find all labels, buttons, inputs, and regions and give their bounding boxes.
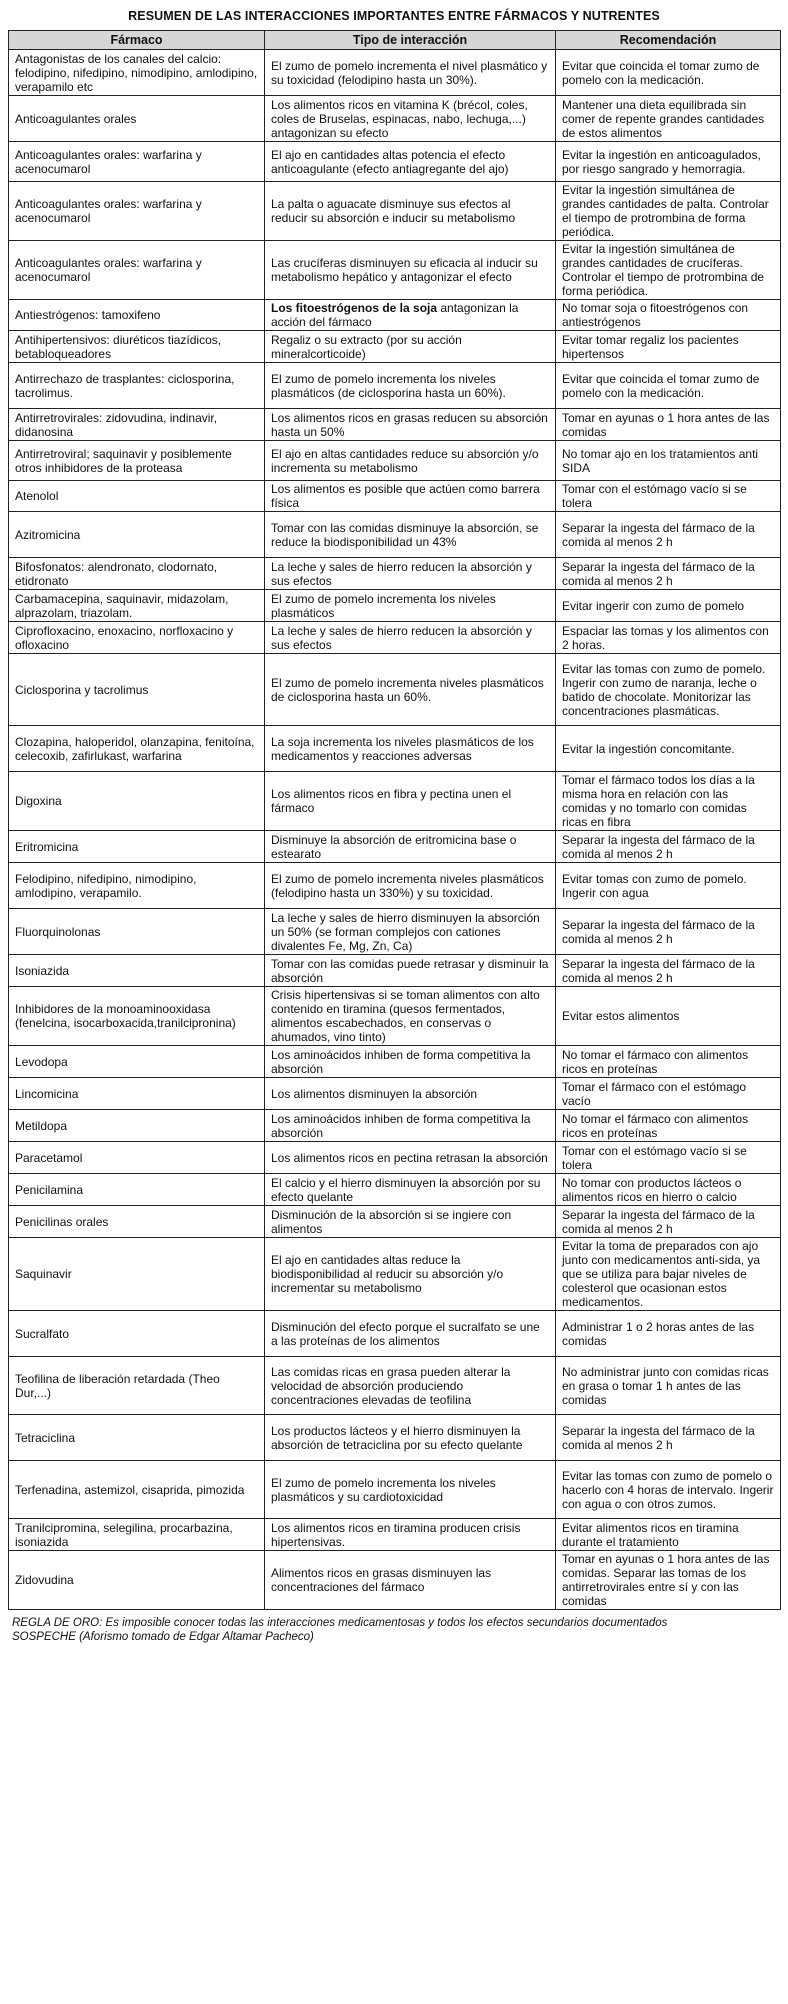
drug-cell: Tranilcipromina, selegilina, procarbazina, isoniazida: [9, 1519, 265, 1551]
table-row: [9, 726, 781, 772]
table-row: [9, 622, 781, 654]
recommendation-cell: Evitar la ingestión en anticoagulados, por riesgo sangrado y hemorragia.: [556, 142, 781, 182]
interaction-cell: Los aminoácidos inhiben de forma competitiva la absorción: [265, 1046, 556, 1078]
table-row: [9, 1046, 781, 1078]
header-drug: Fármaco: [9, 31, 265, 50]
drug-cell: Paracetamol: [9, 1142, 265, 1174]
footer-note: [8, 1616, 780, 1644]
recommendation-cell: Evitar las tomas con zumo de pomelo. Ingerir con zumo de naranja, leche o batido de chocolate. Monitorizar las concentraciones plasmáticas.: [556, 654, 781, 726]
recommendation-cell: Evitar la ingestión simultánea de grandes cantidades de palta. Controlar el tiempo de protrombina de forma periódica.: [556, 182, 781, 241]
interaction-cell: Los alimentos ricos en pectina retrasan la absorción: [265, 1142, 556, 1174]
drug-cell: Teofilina de liberación retardada (Theo Dur,...): [9, 1357, 265, 1415]
table-row: [9, 481, 781, 512]
table-row: [9, 50, 781, 96]
recommendation-cell: Tomar con el estómago vacío si se tolera: [556, 1142, 781, 1174]
drug-cell: Penicilamina: [9, 1174, 265, 1206]
interaction-cell: El ajo en cantidades altas potencia el efecto anticoagulante (efecto antiagregante del ajo): [265, 142, 556, 182]
interaction-cell: La leche y sales de hierro reducen la absorción y sus efectos: [265, 558, 556, 590]
table-row: [9, 512, 781, 558]
recommendation-cell: Tomar en ayunas o 1 hora antes de las comidas: [556, 409, 781, 441]
recommendation-cell: Separar la ingesta del fármaco de la comida al menos 2 h: [556, 955, 781, 987]
recommendation-cell: No administrar junto con comidas ricas en grasa o tomar 1 h antes de las comidas: [556, 1357, 781, 1415]
table-row: [9, 182, 781, 241]
recommendation-cell: Mantener una dieta equilibrada sin comer de repente grandes cantidades de estos alimentos: [556, 96, 781, 142]
header-recommendation: Recomendación: [556, 31, 781, 50]
recommendation-cell: No tomar soja o fitoestrógenos con antiestrógenos: [556, 300, 781, 331]
recommendation-cell: Evitar que coincida el tomar zumo de pomelo con la medicación.: [556, 50, 781, 96]
table-row: [9, 909, 781, 955]
table-row: [9, 409, 781, 441]
table-body: [9, 50, 781, 1610]
drug-cell: Saquinavir: [9, 1238, 265, 1311]
drug-cell: Terfenadina, astemizol, cisaprida, pimozida: [9, 1461, 265, 1519]
header-interaction: Tipo de interacción: [265, 31, 556, 50]
interaction-cell: Disminuye la absorción de eritromicina base o estearato: [265, 831, 556, 863]
drug-cell: Carbamacepina, saquinavir, midazolam, alprazolam, triazolam.: [9, 590, 265, 622]
drug-cell: Anticoagulantes orales: [9, 96, 265, 142]
table-row: [9, 1142, 781, 1174]
interaction-cell: El ajo en altas cantidades reduce su absorción y/o incrementa su metabolismo: [265, 441, 556, 481]
drug-cell: Anticoagulantes orales: warfarina y acenocumarol: [9, 142, 265, 182]
interaction-cell: Los alimentos es posible que actúen como barrera física: [265, 481, 556, 512]
interaction-cell: Los alimentos ricos en vitamina K (brécol, coles, coles de Bruselas, espinacas, nabo, lechuga,...) antagonizan su efecto: [265, 96, 556, 142]
document-title: RESUMEN DE LAS INTERACCIONES IMPORTANTES ENTRE FÁRMACOS Y NUTRENTES: [128, 9, 660, 23]
interaction-cell: Regaliz o su extracto (por su acción mineralcorticoide): [265, 331, 556, 363]
interaction-cell: El zumo de pomelo incrementa los niveles plasmáticos: [265, 590, 556, 622]
recommendation-cell: Evitar que coincida el tomar zumo de pomelo con la medicación.: [556, 363, 781, 409]
table-row: [9, 1551, 781, 1610]
interaction-cell: Los productos lácteos y el hierro disminuyen la absorción de tetraciclina por su efecto quelante: [265, 1415, 556, 1461]
table-row: [9, 241, 781, 300]
recommendation-cell: No tomar el fármaco con alimentos ricos en proteínas: [556, 1046, 781, 1078]
drug-cell: Isoniazida: [9, 955, 265, 987]
drug-cell: Tetraciclina: [9, 1415, 265, 1461]
table-row: [9, 772, 781, 831]
recommendation-cell: Espaciar las tomas y los alimentos con 2 horas.: [556, 622, 781, 654]
interaction-cell: El ajo en cantidades altas reduce la biodisponibilidad al reducir su absorción y/o incrementar su metabolismo: [265, 1238, 556, 1311]
interaction-emphasis: Los fitoestrógenos de la soja: [271, 301, 438, 315]
recommendation-cell: Administrar 1 o 2 horas antes de las comidas: [556, 1311, 781, 1357]
footer-rule: REGLA DE ORO: Es imposible conocer todas las interacciones medicamentosas y todos los efectos secundarios documentados: [12, 1617, 668, 1629]
drug-cell: Sucralfato: [9, 1311, 265, 1357]
table-row: [9, 1174, 781, 1206]
drug-cell: Azitromicina: [9, 512, 265, 558]
recommendation-cell: Evitar tomas con zumo de pomelo. Ingerir con agua: [556, 863, 781, 909]
interaction-cell: Los alimentos disminuyen la absorción: [265, 1078, 556, 1110]
drug-cell: Antirretrovirales: zidovudina, indinavir, didanosina: [9, 409, 265, 441]
table-row: [9, 1519, 781, 1551]
table-row: [9, 1238, 781, 1311]
table-row: [9, 1415, 781, 1461]
interaction-cell: El zumo de pomelo incrementa el nivel plasmático y su toxicidad (felodipino hasta un 30%).: [265, 50, 556, 96]
interaction-cell: Los alimentos ricos en tiramina producen crisis hipertensivas.: [265, 1519, 556, 1551]
drug-cell: Fluorquinolonas: [9, 909, 265, 955]
drug-cell: Anticoagulantes orales: warfarina y acenocumarol: [9, 241, 265, 300]
table-row: [9, 142, 781, 182]
drug-cell: Inhibidores de la monoaminooxidasa (fenelcina, isocarboxacida,tranilcipronina): [9, 987, 265, 1046]
recommendation-cell: Evitar estos alimentos: [556, 987, 781, 1046]
drug-cell: Felodipino, nifedipino, nimodipino, amlodipino, verapamilo.: [9, 863, 265, 909]
recommendation-cell: Evitar tomar regaliz los pacientes hipertensos: [556, 331, 781, 363]
drug-cell: Antihipertensivos: diuréticos tiazídicos, betabloqueadores: [9, 331, 265, 363]
table-row: [9, 1311, 781, 1357]
recommendation-cell: No tomar ajo en los tratamientos anti SIDA: [556, 441, 781, 481]
interaction-cell: La palta o aguacate disminuye sus efectos al reducir su absorción e inducir su metabolismo: [265, 182, 556, 241]
table-row: [9, 590, 781, 622]
interactions-table: [8, 30, 781, 1610]
drug-cell: Eritromicina: [9, 831, 265, 863]
recommendation-cell: Evitar las tomas con zumo de pomelo o hacerlo con 4 horas de intervalo. Ingerir con agua o con otros zumos.: [556, 1461, 781, 1519]
interaction-cell: El zumo de pomelo incrementa los niveles plasmáticos y su cardiotoxicidad: [265, 1461, 556, 1519]
drug-cell: Levodopa: [9, 1046, 265, 1078]
drug-cell: Antirretroviral; saquinavir y posiblemente otros inhibidores de la proteasa: [9, 441, 265, 481]
recommendation-cell: Evitar la ingestión concomitante.: [556, 726, 781, 772]
recommendation-cell: Separar la ingesta del fármaco de la comida al menos 2 h: [556, 512, 781, 558]
recommendation-cell: No tomar con productos lácteos o alimentos ricos en hierro o calcio: [556, 1174, 781, 1206]
recommendation-cell: Separar la ingesta del fármaco de la comida al menos 2 h: [556, 558, 781, 590]
drug-cell: Metildopa: [9, 1110, 265, 1142]
table-row: [9, 1357, 781, 1415]
interaction-cell: La soja incrementa los niveles plasmáticos de los medicamentos y reacciones adversas: [265, 726, 556, 772]
drug-cell: Lincomicina: [9, 1078, 265, 1110]
drug-cell: Antagonistas de los canales del calcio: felodipino, nifedipino, nimodipino, amlodipino, verapamilo etc: [9, 50, 265, 96]
drug-cell: Zidovudina: [9, 1551, 265, 1610]
recommendation-cell: Separar la ingesta del fármaco de la comida al menos 2 h: [556, 909, 781, 955]
table-header-row: [9, 31, 781, 50]
drug-cell: Ciprofloxacino, enoxacino, norfloxacino y ofloxacino: [9, 622, 265, 654]
drug-cell: Anticoagulantes orales: warfarina y acenocumarol: [9, 182, 265, 241]
interaction-text: antagonizan la acción del fármaco: [271, 301, 519, 329]
interaction-cell: Los alimentos ricos en grasas reducen su absorción hasta un 50%: [265, 409, 556, 441]
interaction-cell: El zumo de pomelo incrementa niveles plasmáticos de ciclosporina hasta un 60%.: [265, 654, 556, 726]
interaction-cell: El zumo de pomelo incrementa los niveles plasmáticos (de ciclosporina hasta un 60%).: [265, 363, 556, 409]
drug-cell: Digoxina: [9, 772, 265, 831]
table-row: [9, 1110, 781, 1142]
interaction-cell: La leche y sales de hierro disminuyen la absorción un 50% (se forman complejos con cationes divalentes Fe, Mg, Zn, Ca): [265, 909, 556, 955]
table-row: [9, 300, 781, 331]
recommendation-cell: Evitar la toma de preparados con ajo junto con medicamentos anti-sida, ya que se utiliza para bajar niveles de colesterol que ocasionan estos medicamentos.: [556, 1238, 781, 1311]
drug-cell: Antirrechazo de trasplantes: ciclosporina, tacrolimus.: [9, 363, 265, 409]
table-row: [9, 96, 781, 142]
interaction-cell: El calcio y el hierro disminuyen la absorción por su efecto quelante: [265, 1174, 556, 1206]
recommendation-cell: Evitar alimentos ricos en tiramina durante el tratamiento: [556, 1519, 781, 1551]
table-row: [9, 654, 781, 726]
interaction-cell: Crisis hipertensivas si se toman alimentos con alto contenido en tiramina (quesos fermentados, alimentos escabechados, en conservas o ahumados, vino tinto): [265, 987, 556, 1046]
recommendation-cell: Tomar en ayunas o 1 hora antes de las comidas. Separar las tomas de los antirretrovirales entre sí y con las comidas: [556, 1551, 781, 1610]
table-row: [9, 441, 781, 481]
interaction-cell: Las crucíferas disminuyen su eficacia al inducir su metabolismo hepático y antagonizar el efecto: [265, 241, 556, 300]
recommendation-cell: Tomar el fármaco todos los días a la misma hora en relación con las comidas y no tomarlo con comidas ricas en fibra: [556, 772, 781, 831]
drug-cell: Ciclosporina y tacrolimus: [9, 654, 265, 726]
footer-source: SOSPECHE (Aforismo tomado de Edgar Altamar Pacheco): [12, 1631, 314, 1643]
interaction-cell: La leche y sales de hierro reducen la absorción y sus efectos: [265, 622, 556, 654]
interaction-cell: Disminución del efecto porque el sucralfato se une a las proteínas de los alimentos: [265, 1311, 556, 1357]
recommendation-cell: Tomar el fármaco con el estómago vacío: [556, 1078, 781, 1110]
interaction-cell: Tomar con las comidas puede retrasar y disminuir la absorción: [265, 955, 556, 987]
table-row: [9, 331, 781, 363]
drug-cell: Antiestrógenos: tamoxifeno: [9, 300, 265, 331]
drug-cell: Clozapina, haloperidol, olanzapina, fenitoína, celecoxib, zafirlukast, warfarina: [9, 726, 265, 772]
table-row: [9, 955, 781, 987]
recommendation-cell: Separar la ingesta del fármaco de la comida al menos 2 h: [556, 1206, 781, 1238]
recommendation-cell: Separar la ingesta del fármaco de la comida al menos 2 h: [556, 1415, 781, 1461]
interaction-cell: El zumo de pomelo incrementa niveles plasmáticos (felodipino hasta un 330%) y su toxicidad.: [265, 863, 556, 909]
interaction-cell: [265, 300, 556, 331]
interaction-cell: Los alimentos ricos en fibra y pectina unen el fármaco: [265, 772, 556, 831]
drug-cell: Atenolol: [9, 481, 265, 512]
table-row: [9, 363, 781, 409]
table-row: [9, 863, 781, 909]
recommendation-cell: Evitar la ingestión simultánea de grandes cantidades de crucíferas. Controlar el tiempo de protrombina de forma periódica.: [556, 241, 781, 300]
table-row: [9, 558, 781, 590]
drug-cell: Penicilinas orales: [9, 1206, 265, 1238]
recommendation-cell: Tomar con el estómago vacío si se tolera: [556, 481, 781, 512]
table-row: [9, 1206, 781, 1238]
table-row: [9, 831, 781, 863]
table-row: [9, 1078, 781, 1110]
recommendation-cell: Evitar ingerir con zumo de pomelo: [556, 590, 781, 622]
interaction-cell: Los aminoácidos inhiben de forma competitiva la absorción: [265, 1110, 556, 1142]
drug-cell: Bifosfonatos: alendronato, clodornato, etidronato: [9, 558, 265, 590]
interaction-cell: Tomar con las comidas disminuye la absorción, se reduce la biodisponibilidad un 43%: [265, 512, 556, 558]
recommendation-cell: Separar la ingesta del fármaco de la comida al menos 2 h: [556, 831, 781, 863]
table-row: [9, 1461, 781, 1519]
interaction-cell: Alimentos ricos en grasas disminuyen las concentraciones del fármaco: [265, 1551, 556, 1610]
recommendation-cell: No tomar el fármaco con alimentos ricos en proteínas: [556, 1110, 781, 1142]
interaction-cell: Las comidas ricas en grasa pueden alterar la velocidad de absorción produciendo concentraciones elevadas de teofilina: [265, 1357, 556, 1415]
interaction-cell: Disminución de la absorción si se ingiere con alimentos: [265, 1206, 556, 1238]
table-row: [9, 987, 781, 1046]
